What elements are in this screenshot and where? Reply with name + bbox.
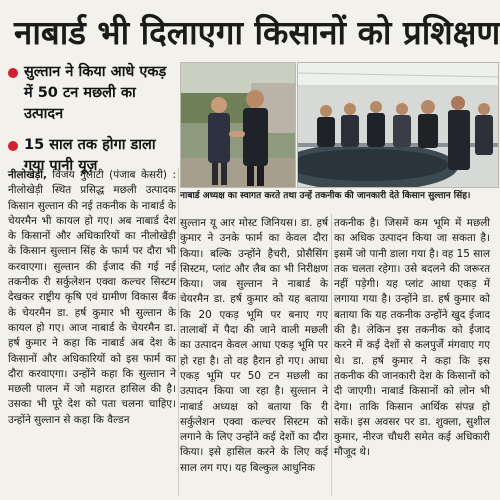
article-column-3: तकनीक है। जिसमें कम भूमि में मछली का अधिक उत्पादन किया जा सकता है। इसमें जो पानी डाला गया है। वह 15 साल तक चलता रहेगा। उसे बदलने की जरूरत नहीं पड़ेगी। यह प्लांट आधा एकड़ में लगाया गया है। उन्होंने डा. हर्ष कुमार को बताया कि यह तकनीक उन्होंने खुद ईजाद की है। लेकिन इस तकनीक को ईजाद करने में कई देशों से कलपुर्जे मंगवाए गए थे। डा. हर्ष कुमार ने कहा कि इस तकनीक की जानकारी देश के किसानों को दी जाएगी। नाबार्ड किसानों को लोन भी देगा। ताकि किसान आर्थिक संपन्न हो सकें। इस अवसर पर डा. शुक्ला, सुशील कुमार, नीरज चौधरी समेत कई अधिकारी मौजूद थे। xyxy=(334,217,490,459)
bullet-item-1 xyxy=(8,62,176,125)
article-column-2: सुल्तान यू आर मोस्ट जिनियस। डा. हर्ष कुमार ने उनके फार्म का केवल दौरा किया। बल्कि उन्होंने हैचरी, प्रोसैसिंग सिस्टम, प्लांट और लैब का भी निरीक्षण किया। जब सुल्तान ने नाबार्ड के चेयरमैन डा. हर्ष कुमार को यह बताया कि 20 एकड़ भूमि पर बनाए गए तालाबों में पैदा की जाने वाली मछली का उत्पादन केवल आधा एकड़ भूमि पर हो रहा है। तो वह हैरान हो गए। आधा एकड़ भूमि पर 50 टन मछली का उत्पादन किया जा रहा है। सुल्तान ने नाबार्ड अध्यक्ष को बताया कि री सर्कुलेशन एक्वा कल्चर सिस्टम को लगाने के लिए उन्होंने कई देशों का दौरा किया। इसे हासिल करने के लिए कई साल लग गए। यह बिल्कुल आधुनिक xyxy=(180,217,328,474)
dateline: नीलोखेड़ी, xyxy=(8,169,47,181)
handshake-photo xyxy=(180,62,296,188)
fish-tank-inspection-photo xyxy=(297,62,499,188)
headline: नाबार्ड भी दिलाएगा किसानों को प्रशिक्षण xyxy=(14,13,500,52)
column-divider xyxy=(178,168,179,496)
photo-caption: नाबार्ड अध्यक्ष का स्वागत करते तथा उन्हें तकनीक की जानकारी देते किसान सुल्तान सिंह। xyxy=(180,191,471,201)
bullet-text-1: सुल्तान ने किया आधे एकड़ में 50 टन मछली का उत्पादन xyxy=(24,64,167,122)
byline-body: विजय गुलाटी (पंजाब केसरी) : नीलोखेड़ी स्थित प्रसिद्ध मछली उत्पादक किसान सुल्तान की नई तकनीक के नाबार्ड के चेयरमैन भी कायल हो गए। अब नाबार्ड देश के किसानों और अधिकारियों का नीलोखेड़ी के किसान सुल्तान सिंह के फार्म पर दौरा भी करवाएगा। सुल्तान की ईजाद की गई नई तकनीक री सर्कुलेशन एक्वा कल्चर सिस्टम देखकर राष्ट्रीय कृषि एवं ग्रामीण विकास बैंक के चेयरमैन डा. हर्ष कुमार भी सुल्तान के कायल हो गए। आज नाबार्ड के चेयरमैन डा. हर्ष कुमार ने कहा कि नाबार्ड अब देश के किसानों और अधिकारियों को इस फार्म का दौरा करवाएगा। उन्होंने कहा कि सुल्तान ने मछली पालन में जो महारत हासिल की है। उसका भी पूरे देश को पता चलना चाहिए। उन्होंने सुल्तान से कहा कि वैल्डन xyxy=(8,169,176,426)
article-column-1 xyxy=(8,168,176,428)
red-dot-bullet-icon xyxy=(8,68,18,78)
red-dot-bullet-icon xyxy=(8,141,18,151)
column-divider xyxy=(331,214,332,496)
bullet-text-2: 15 साल तक होगा डाला गया पानी यूज़ xyxy=(24,137,156,174)
